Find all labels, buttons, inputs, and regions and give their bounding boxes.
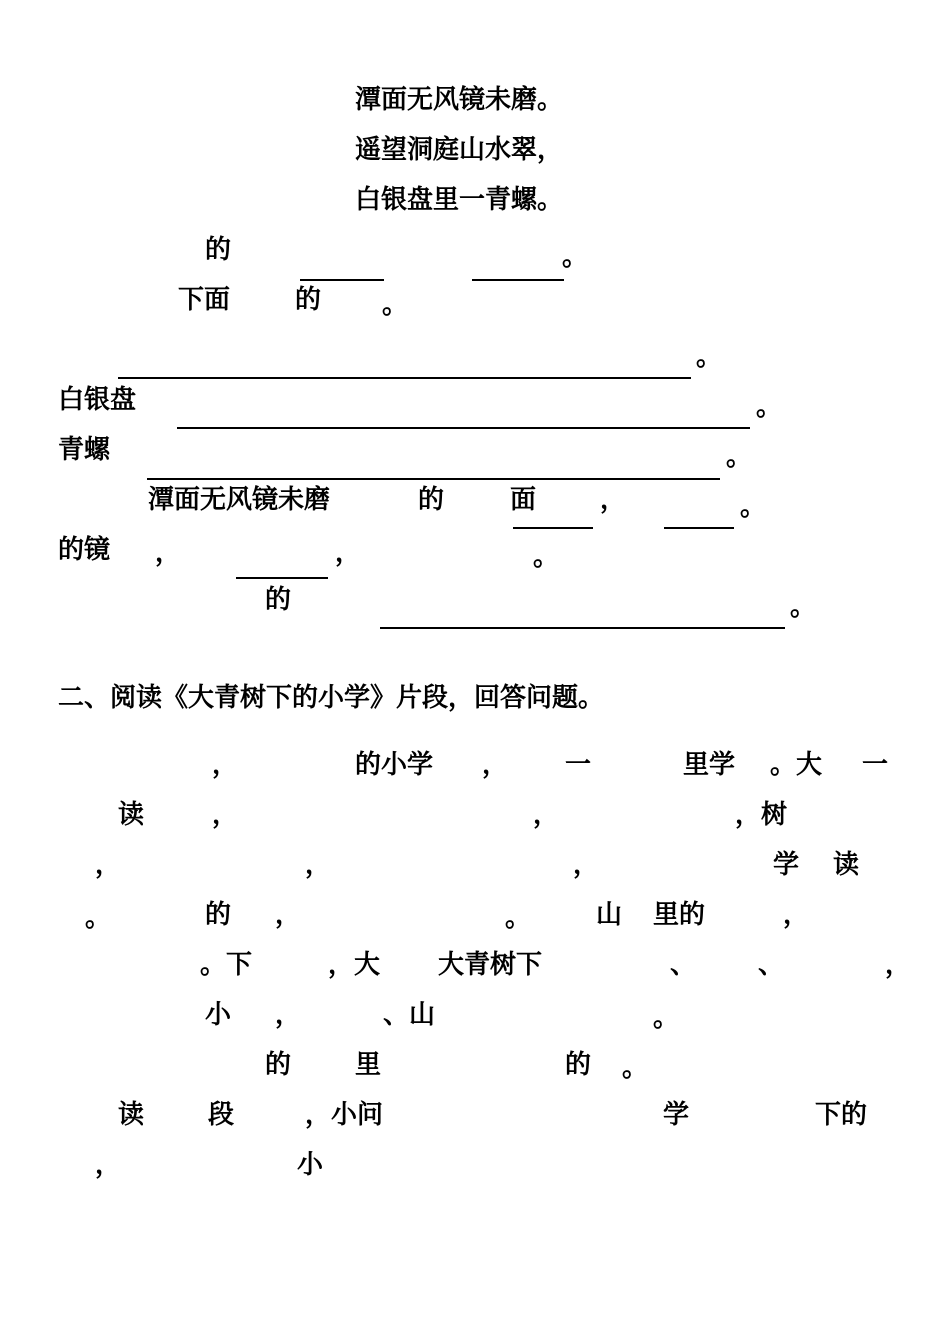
answer-blank[interactable]: [300, 279, 384, 281]
question-text: 。: [740, 492, 767, 522]
passage-text: 山: [596, 900, 623, 930]
passage-text: 一: [565, 750, 592, 780]
passage-text: 的: [565, 1050, 592, 1080]
answer-blank[interactable]: [236, 577, 328, 579]
answer-blank[interactable]: [147, 478, 720, 480]
answer-blank[interactable]: [513, 527, 593, 529]
passage-text: ，小问: [305, 1100, 384, 1130]
passage-text: 段: [208, 1100, 235, 1130]
passage-text: 里: [355, 1050, 382, 1080]
passage-text: 大青树下: [438, 950, 543, 980]
passage-text: 里学: [683, 750, 736, 780]
passage-text: 读: [833, 850, 860, 880]
question-text: 的镜: [58, 535, 111, 565]
answer-blank[interactable]: [380, 627, 785, 629]
passage-text: 、: [758, 950, 785, 980]
question-text: ，: [155, 538, 182, 568]
question-text: 。: [790, 592, 817, 622]
passage-text: 、: [670, 950, 697, 980]
passage-text: ，大: [328, 950, 381, 980]
question-text: 。: [726, 442, 753, 472]
passage-text: 。: [85, 903, 112, 933]
passage-text: ，: [95, 1150, 122, 1180]
passage-text: ，: [212, 800, 239, 830]
passage-text: 。: [653, 1003, 680, 1033]
passage-text: ，: [533, 800, 560, 830]
answer-blank[interactable]: [664, 527, 734, 529]
question-text: 青螺: [58, 435, 111, 465]
section-heading: 二、阅读《大青树下的小学》片段，回答问题。: [58, 683, 605, 713]
passage-text: 学: [663, 1100, 690, 1130]
passage-text: ，: [275, 900, 302, 930]
answer-blank[interactable]: [177, 427, 750, 429]
passage-text: ，: [305, 850, 332, 880]
passage-text: 。下: [200, 950, 253, 980]
question-text: ，: [600, 485, 627, 515]
passage-text: ，树: [735, 800, 788, 830]
passage-text: ，: [573, 850, 600, 880]
passage-text: ，: [885, 950, 912, 980]
question-text: 白银盘: [58, 385, 137, 415]
question-text: 。: [562, 242, 589, 272]
question-text: 面: [510, 485, 537, 515]
question-text: 。: [696, 342, 723, 372]
passage-text: 学: [773, 850, 800, 880]
question-text: ，: [335, 538, 362, 568]
passage-text: 读: [118, 800, 145, 830]
passage-text: 的小学: [355, 750, 434, 780]
passage-text: 一: [862, 750, 889, 780]
passage-text: 、山: [383, 1000, 436, 1030]
passage-text: 的: [265, 1050, 292, 1080]
question-text: 。: [533, 542, 560, 572]
passage-text: 。: [505, 903, 532, 933]
passage-text: 。大: [770, 750, 823, 780]
passage-text: 里的: [653, 900, 706, 930]
poem-line: 潭面无风镜未磨。: [355, 85, 564, 115]
question-text: 的: [205, 235, 232, 265]
question-text: 的: [295, 285, 322, 315]
passage-text: 。: [622, 1053, 649, 1083]
passage-text: 下的: [815, 1100, 868, 1130]
question-text: 。: [756, 392, 783, 422]
passage-text: ，: [212, 750, 239, 780]
passage-text: ，: [95, 850, 122, 880]
passage-text: 小: [297, 1150, 324, 1180]
passage-text: ，: [783, 900, 810, 930]
question-text: 潭面无风镜未磨: [148, 485, 331, 515]
question-text: 。: [382, 290, 409, 320]
poem-line: 白银盘里一青螺。: [355, 185, 564, 215]
question-text: 的: [418, 485, 445, 515]
passage-text: 读: [118, 1100, 145, 1130]
question-text: 的: [265, 585, 292, 615]
passage-text: ，: [482, 750, 509, 780]
passage-text: 小: [205, 1000, 232, 1030]
answer-blank[interactable]: [472, 279, 564, 281]
poem-line: 遥望洞庭山水翠，: [355, 135, 564, 165]
question-text: 下面: [178, 285, 231, 315]
answer-blank[interactable]: [118, 377, 691, 379]
passage-text: 的: [205, 900, 232, 930]
passage-text: ，: [275, 1000, 302, 1030]
